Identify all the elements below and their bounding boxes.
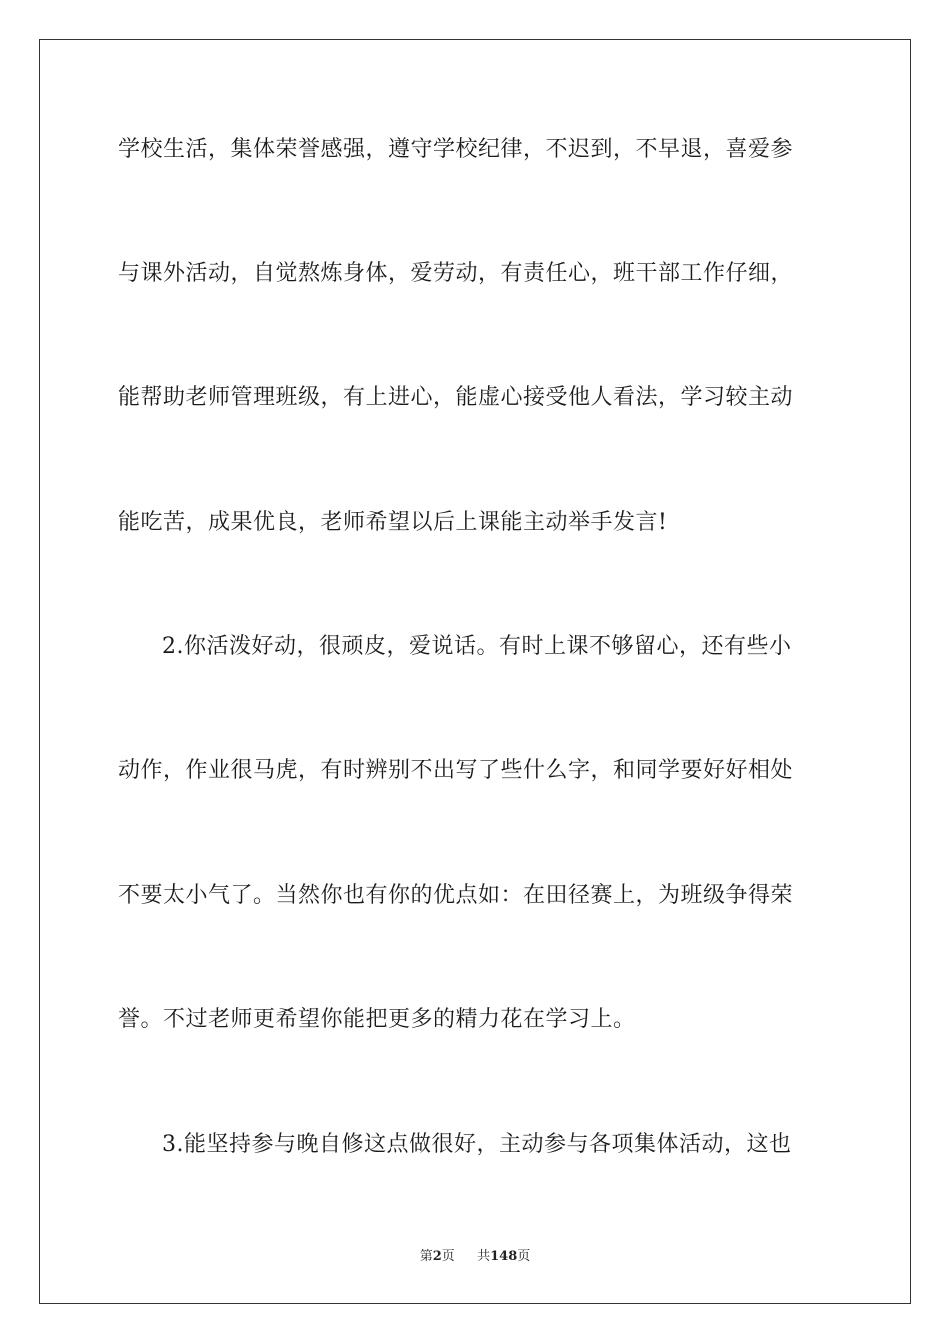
text-line: 誉。不过老师更希望你能把更多的精力花在学习上。	[118, 1007, 636, 1032]
page-footer	[0, 1249, 950, 1265]
page-number: 2	[432, 1249, 442, 1264]
text-line: 能帮助老师管理班级，有上进心，能虚心接受他人看法，学习较主动	[118, 385, 794, 410]
text-line: 不要太小气了。当然你也有你的优点如：在田径赛上，为班级争得荣	[118, 883, 794, 908]
page-border	[39, 39, 911, 1304]
total-pages: 148	[490, 1249, 518, 1264]
page-label: 第2页	[419, 1249, 455, 1264]
text-line: 能吃苦，成果优良，老师希望以后上课能主动举手发言!	[118, 510, 668, 535]
text-line: 动作，作业很马虎，有时辨别不出写了些什么字，和同学要好好相处	[118, 758, 794, 783]
paragraph-start-line: 3.能坚持参与晚自修这点做很好，主动参与各项集体活动，这也	[162, 1132, 792, 1157]
text-line: 学校生活，集体荣誉感强，遵守学校纪律，不迟到，不早退，喜爱参	[118, 137, 794, 162]
total-pages-label: 共148页	[477, 1249, 531, 1264]
paragraph-start-line: 2.你活泼好动，很顽皮，爱说话。有时上课不够留心，还有些小	[162, 634, 792, 659]
text-line: 与课外活动，自觉熬炼身体，爱劳动，有责任心，班干部工作仔细，	[118, 261, 794, 286]
